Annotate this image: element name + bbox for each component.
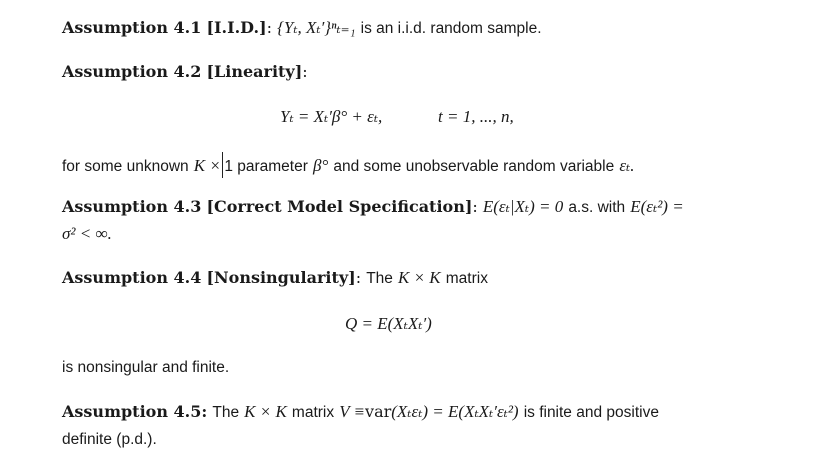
beta-symbol: β° xyxy=(312,156,329,175)
epsilon-symbol: εₜ. xyxy=(619,156,635,175)
assumption-text: The xyxy=(366,270,393,287)
followup-text: for some unknown xyxy=(62,158,189,175)
variance-math: E(εₜ²) = xyxy=(630,197,684,216)
assumption-tag: [Nonsingularity] xyxy=(206,268,356,287)
assumption-4-2: Assumption 4.2 [Linearity]: xyxy=(62,62,308,81)
assumption-label: Assumption 4.5: xyxy=(62,402,208,421)
linearity-formula: Yₜ = Xₜ′β° + εₜ, xyxy=(280,107,383,126)
index-range: t = 1, ..., n, xyxy=(438,107,514,126)
assumption-text: is an i.i.d. random sample. xyxy=(360,20,542,37)
assumption-text-post: matrix xyxy=(445,270,488,287)
assumption-label: Assumption 4.2 xyxy=(62,62,202,81)
assumption-label: Assumption 4.4 xyxy=(62,268,202,287)
assumption-text-line2: definite (p.d.). xyxy=(62,431,157,448)
assumption-tag: [Correct Model Specification] xyxy=(206,197,473,216)
assumption-4-5 xyxy=(62,402,659,423)
followup-text: is nonsingular and finite. xyxy=(62,359,230,376)
assumption-4-1: Assumption 4.1 [I.I.D.]: {Yₜ, Xₜ′}ⁿₜ₌₁ is an i.i.d. random sample. xyxy=(62,18,542,37)
assumption-text-post: is finite and positive xyxy=(523,404,659,421)
assumption-text: a.s. with xyxy=(568,199,626,216)
assumption-4-5-cont xyxy=(62,429,157,450)
var-word: var xyxy=(365,402,392,421)
sigma-math: σ² < ∞. xyxy=(62,224,112,243)
assumption-label: Assumption 4.3 xyxy=(62,197,202,216)
dimension-math: K × K xyxy=(398,268,441,287)
assumption-4-3-cont xyxy=(62,224,112,244)
assumption-tag: [Linearity] xyxy=(206,62,303,81)
assumption-4-3: Assumption 4.3 [Correct Model Specification]: E(εₜ|Xₜ) = 0 a.s. with E(εₜ²) = xyxy=(62,197,684,216)
followup-text-mid: and some unobservable random variable xyxy=(333,158,615,175)
variance-expression-math: (Xₜεₜ) = E(XₜXₜ′εₜ²) xyxy=(391,402,519,421)
nonsingularity-followup xyxy=(62,357,229,378)
assumption-text-mid: matrix xyxy=(291,404,335,421)
assumption-4-4: Assumption 4.4 [Nonsingularity]: The K × K matrix xyxy=(62,268,488,287)
nonsingularity-equation xyxy=(345,313,432,335)
linearity-equation xyxy=(280,106,382,128)
q-formula: Q = E(XₜXₜ′) xyxy=(345,314,432,333)
assumption-label: Assumption 4.1 xyxy=(62,18,202,37)
dimension-math: K × K xyxy=(244,402,287,421)
v-definition-math: V ≡ xyxy=(339,402,366,421)
assumption-tag: [I.I.D.] xyxy=(206,18,267,37)
conditional-mean-math: E(εₜ|Xₜ) = 0 xyxy=(482,197,564,216)
sample-set-math: {Yₜ, Xₜ′}ⁿₜ₌₁ xyxy=(277,18,356,37)
dimension-math-right: 1 parameter xyxy=(224,158,308,175)
assumption-text: The xyxy=(212,404,240,421)
dimension-math-left: K × xyxy=(193,156,221,175)
linearity-index xyxy=(438,106,514,128)
linearity-followup xyxy=(62,152,634,178)
